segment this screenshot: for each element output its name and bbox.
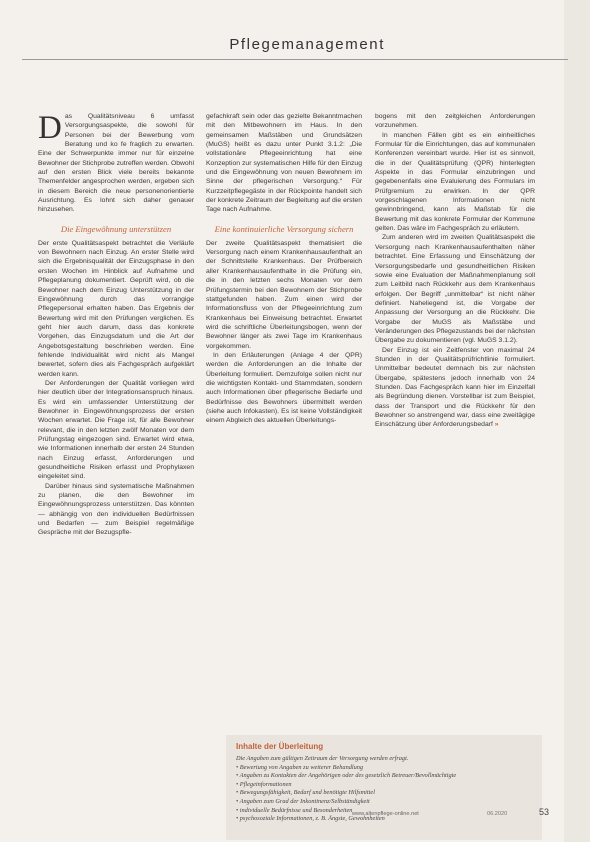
info-box <box>226 735 542 840</box>
body-paragraph: Der zweite Qualitätsaspekt thematisiert die Versorgung nach einem Krankenhausaufenthalt an der Schnittstelle Krankenhaus. Der Prüfbereich aller Krankenhausaufenthalte in die Prüfung ein, die in den letzten sechs Monaten vor dem Prüfungstermin bei den Bewohnern der Stichprobe stattgefunden haben. Zum einen wird der Informationsfluss von der Pflegeeinrichtung zum Krankenhaus bei Einweisung betrachtet. Erwartet wird die schriftliche Überleitungsbogen, wenn der Bewohner länger als zwei Tage im Krankenhaus vorgekommen. <box>206 239 362 350</box>
page-edge <box>564 0 590 842</box>
intro-paragraph <box>38 112 194 215</box>
text-column-1 <box>38 112 194 538</box>
info-box-item: • Angaben zu Kontakten der Angehörigen oder des gesetzlich Betreuer/Bevollmächtigte <box>236 772 457 780</box>
body-paragraph <box>375 346 535 430</box>
body-paragraph: In manchen Fällen gibt es ein einheitliches Formular für die Einrichtungen, das auf kommunalen Konferenzen vereinbart wurde. Hier ist es sinnvoll, die in der Qualitätsprüfung (QPR) hinterlegten Aspekte in das Formular einzubringen und gegebenenfalls eine Evaluierung des Formulars im Prüfgremium zu erwirken. In der QPR vorgeschlagenen Informationen nicht gewinnbringend, kann als Maßstab für die Bewertung mit das konkrete Formular der Kommune gelten. Das wäre im Fachgespräch zu erläutern. <box>375 131 535 233</box>
footer-issue: 06.2020 <box>487 811 508 817</box>
body-paragraph: Der erste Qualitätsaspekt betrachtet die Verläufe von Bewohnern nach Einzug. An erster Stelle wird sich die Ergebnisqualität der Einzugsphase in den ersten Wochen im Hinblick auf Aufnahme und Pflegeplanung dokumentiert. Geprüft wird, ob die Bewohner nach dem Einzug Unterstützung in der Eingewöhnung durch das vorrangige Pflegepersonal erhalten haben. Das Ergebnis der Bewertung wird mit den Prüfungen verglichen. Es geht hier auch darum, dass das konkrete Vorgehen, das Einzugsdatum und die Art der Angebotsgestaltung beschrieben werden. Eine fehlende Individualität wird nicht als Mangel bewertet, sofern dies als Fachgespräch aufgeklärt werden kann. <box>38 239 194 378</box>
body-paragraph: In den Erläuterungen (Anlage 4 der QPR) werden die Anforderungen an die Inhalte der Überleitung formuliert. Demzufolge sollen nicht nur die wichtigsten Kontakt- und Stammdaten, sondern auch Informationen über pflegerische Bedarfe und Bedürfnisse des Bewohners übermittelt werden (siehe auch Infokasten). Es ist keine Vollständigkeit einem Abgleich des aktuellen Überleitungs- <box>206 351 362 425</box>
page-number: 53 <box>539 807 550 817</box>
info-box-item: Die Angaben zum gültigen Zeitraum der Versorgung werden erfragt. <box>236 755 409 762</box>
text-column-2 <box>206 112 362 426</box>
info-box-item: • Bewegungsfähigkeit, Bedarf und benötigte Hilfsmittel <box>236 789 375 797</box>
intro-text: as Qualitätsniveau 6 umfasst Versorgungsaspekte, die sowohl für Personen bei der Bewerbung vom Beratung und ko fe fraglich zu erwarten. Eine der Schwerpunkte immer nur für einzelne Bewohner der Stichprobe zutreffen werden. Obwohl auf den ersten Blick viele bereits bekannte Themenfelder angesprochen werden, ergeben sich in diesem Bereich die neue personenorientierte Ausrichtung. Es lohnt sich daher genauer hinzusehen. <box>38 113 194 214</box>
body-paragraph: bogens mit den zeitgleichen Anforderungen vorzunehmen. <box>375 113 535 130</box>
body-text: Der Einzug ist ein Zeitfenster von maximal 24 Stunden in der Qualitätsprüfrichtlinie formuliert. Unmittelbar bedeutet demnach bis zur nächsten Übergabe, spätestens jedoch innerhalb von 24 Stunden. Das Fachgespräch kann hier im Einzelfall als Begründung dienen. Vorstellbar ist zum Beispiel, dass der Transport und die Rückkehr für den Bewohner so anstrengend war, dass eine zweitägige Einschätzung über Anforderungsbedarf <box>375 346 535 429</box>
body-paragraph: Darüber hinaus sind systematische Maßnahmen zu planen, die den Bewohner im Eingewöhnungsprozess unterstützen. Das könnten — abhängig von den individuellen Bedürfnissen und Bedarfen — zum Beispiel regelmäßige Gespräche mit der Bezugspfle- <box>38 482 194 537</box>
drop-cap: D <box>38 110 62 146</box>
header-rule <box>22 59 568 60</box>
continue-mark: » <box>494 421 499 429</box>
footer-url: www.altenpflege-online.net <box>352 811 419 817</box>
subheading-eingewoehnung: Die Eingewöhnung unterstützen <box>60 223 172 234</box>
info-box-item: • Angaben zum Grad der Inkontinenz/Selbständigkeit <box>236 797 370 805</box>
body-paragraph: Der Anforderungen der Qualität vorliegen wird hier deutlich über der Integrationsanspruch hinaus. Es wird ein umfassender Unterstützung der Bewohner in Eingewöhnungsprozess der ersten Wochen erwartet. Die Frage ist, für alle Bewohner relevant, die in den letzten zwölf Monaten vor dem Prüfungstag eingezogen sind. Erwartet wird etwa, wie Informationen innerhalb der ersten 24 Stunden nach Einzug erfasst, Anforderungen und gesundheitliche Risiken erfasst und Prophylaxen eingeleitet sind. <box>38 379 194 481</box>
info-box-item: • psychosoziale Informationen, z. B. Ängste, Gewohnheiten <box>236 815 385 823</box>
text-column-3 <box>375 112 535 430</box>
body-paragraph: Zum anderen wird im zweiten Qualitätsaspekt die Versorgung nach Krankenhausaufenthalten näher betrachtet. Eine Erfassung und Einschätzung der Versorgungsbedarfe und gesundheitlichen Risiken sowie eine Evaluation der Maßnahmenplanung soll zum Leitbild nach Rückkehr aus dem Krankenhaus erfolgen. Der Begriff „unmittelbar“ ist nicht näher definiert. Naheliegend ist, die Vorgabe der Anpassung der Versorgung an die Rückkehr. Die Vorgabe der MuGS als Maßstäbe und Veränderungen des Pflegezustands bei der nächsten Übergabe zu dokumentieren (vgl. MuGS 3.1.2). <box>375 234 535 345</box>
body-paragraph: gefachkraft sein oder das gezielte Bekanntmachen mit den Mitbewohnern im Haus. In den gemeinsamen Maßstäben und Grundsätzen (MuGS) heißt es dazu unter Punkt 3.1.2: „Die vollstationäre Pflegeeinrichtung hat eine Konzeption zur systematischen Hilfe für den Einzug und die Eingewöhnung von neuen Bewohnern im Sinne der pflegerischen Versorgung.“ Für Kurzzeitpflegegäste in der Rückpointe handelt sich der konkrete Zeitraum der Begleitung auf die ersten Tage nach Aufnahme. <box>206 113 362 214</box>
info-box-title: Inhalte der Überleitung <box>236 742 324 751</box>
info-box-item: • individuelle Bedürfnisse und Besonderheiten <box>236 806 353 814</box>
info-box-item: • Bewertung von Angaben zu weiterer Behandlung <box>236 763 364 771</box>
subheading-versorgung: Eine kontinuierliche Versorgung sichern <box>214 223 354 234</box>
info-box-item: • Pflegeinformationen <box>236 780 292 788</box>
page-title: Pflegemanagement <box>229 36 385 53</box>
